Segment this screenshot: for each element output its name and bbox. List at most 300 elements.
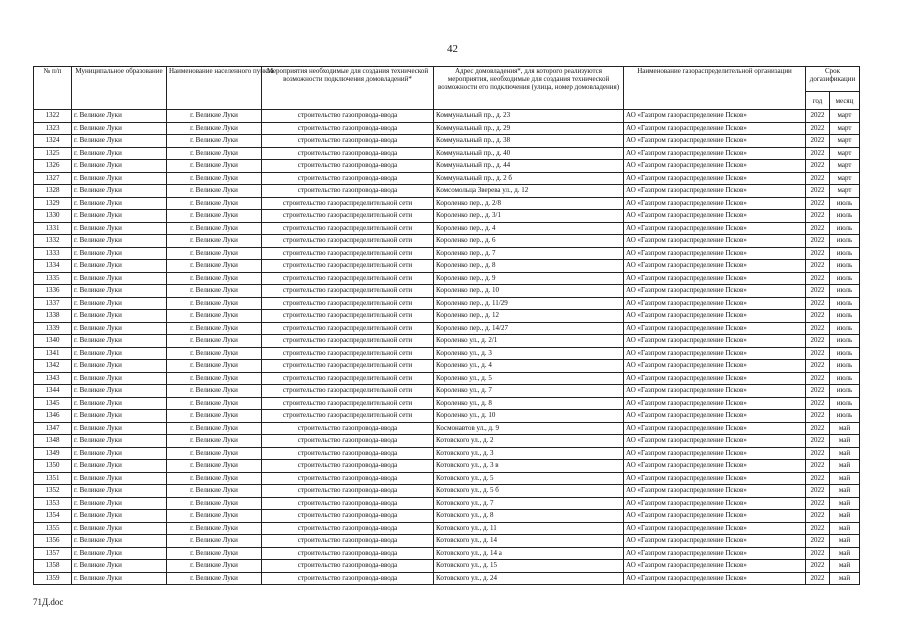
header-organization: Наименование газораспределительной организации <box>624 67 806 110</box>
cell-year: 2022 <box>806 535 830 548</box>
cell-year: 2022 <box>806 135 830 148</box>
cell-month: июль <box>830 397 860 410</box>
cell-measure: строительство газораспределительной сети <box>262 397 434 410</box>
table-row <box>34 185 860 198</box>
cell-organization: АО «Газпром газораспределение Псков» <box>624 460 806 473</box>
cell-measure: строительство газораспределительной сети <box>262 210 434 223</box>
table-row <box>34 360 860 373</box>
cell-settlement: г. Великие Луки <box>167 185 262 198</box>
cell-organization: АО «Газпром газораспределение Псков» <box>624 535 806 548</box>
cell-municipality: г. Великие Луки <box>72 472 167 485</box>
cell-month: июль <box>830 247 860 260</box>
cell-month: июль <box>830 385 860 398</box>
cell-year: 2022 <box>806 222 830 235</box>
table-row <box>34 110 860 123</box>
cell-year: 2022 <box>806 572 830 585</box>
table-row <box>34 372 860 385</box>
cell-measure: строительство газопровода-ввода <box>262 422 434 435</box>
cell-settlement: г. Великие Луки <box>167 197 262 210</box>
cell-municipality: г. Великие Луки <box>72 322 167 335</box>
cell-address: Комсомольца Зверева ул., д. 12 <box>434 185 624 198</box>
table-row <box>34 122 860 135</box>
cell-municipality: г. Великие Луки <box>72 260 167 273</box>
table-row <box>34 160 860 173</box>
cell-organization: АО «Газпром газораспределение Псков» <box>624 572 806 585</box>
cell-number: 1357 <box>34 547 72 560</box>
table-row <box>34 397 860 410</box>
cell-address: Котовского ул., д. 7 <box>434 497 624 510</box>
cell-municipality: г. Великие Луки <box>72 135 167 148</box>
table-row <box>34 522 860 535</box>
cell-year: 2022 <box>806 297 830 310</box>
cell-year: 2022 <box>806 110 830 123</box>
table-row <box>34 385 860 398</box>
cell-month: июль <box>830 335 860 348</box>
cell-number: 1354 <box>34 510 72 523</box>
cell-address: Короленко пер., д. 6 <box>434 235 624 248</box>
cell-year: 2022 <box>806 560 830 573</box>
cell-address: Короленко пер., д. 4 <box>434 222 624 235</box>
cell-number: 1356 <box>34 535 72 548</box>
cell-municipality: г. Великие Луки <box>72 235 167 248</box>
cell-measure: строительство газораспределительной сети <box>262 410 434 423</box>
cell-municipality: г. Великие Луки <box>72 360 167 373</box>
cell-address: Короленко пер., д. 10 <box>434 285 624 298</box>
cell-municipality: г. Великие Луки <box>72 335 167 348</box>
cell-month: июль <box>830 410 860 423</box>
cell-number: 1339 <box>34 322 72 335</box>
cell-number: 1324 <box>34 135 72 148</box>
cell-number: 1322 <box>34 110 72 123</box>
cell-address: Короленко пер., д. 14/27 <box>434 322 624 335</box>
cell-year: 2022 <box>806 422 830 435</box>
cell-organization: АО «Газпром газораспределение Псков» <box>624 397 806 410</box>
cell-year: 2022 <box>806 122 830 135</box>
cell-organization: АО «Газпром газораспределение Псков» <box>624 260 806 273</box>
cell-number: 1348 <box>34 435 72 448</box>
cell-measure: строительство газораспределительной сети <box>262 347 434 360</box>
cell-settlement: г. Великие Луки <box>167 297 262 310</box>
cell-month: июль <box>830 310 860 323</box>
cell-measure: строительство газораспределительной сети <box>262 322 434 335</box>
cell-measure: строительство газопровода-ввода <box>262 172 434 185</box>
table-row <box>34 147 860 160</box>
cell-measure: строительство газораспределительной сети <box>262 385 434 398</box>
cell-measure: строительство газораспределительной сети <box>262 197 434 210</box>
cell-year: 2022 <box>806 185 830 198</box>
table-row <box>34 285 860 298</box>
cell-measure: строительство газопровода-ввода <box>262 122 434 135</box>
cell-measure: строительство газопровода-ввода <box>262 560 434 573</box>
cell-measure: строительство газопровода-ввода <box>262 535 434 548</box>
cell-address: Коммунальный пр., д. 40 <box>434 147 624 160</box>
cell-municipality: г. Великие Луки <box>72 560 167 573</box>
cell-settlement: г. Великие Луки <box>167 535 262 548</box>
table-row <box>34 222 860 235</box>
cell-number: 1353 <box>34 497 72 510</box>
cell-measure: строительство газопровода-ввода <box>262 485 434 498</box>
cell-number: 1346 <box>34 410 72 423</box>
cell-municipality: г. Великие Луки <box>72 122 167 135</box>
cell-municipality: г. Великие Луки <box>72 535 167 548</box>
cell-measure: строительство газораспределительной сети <box>262 360 434 373</box>
table-row <box>34 485 860 498</box>
cell-address: Котовского ул., д. 15 <box>434 560 624 573</box>
cell-settlement: г. Великие Луки <box>167 135 262 148</box>
cell-address: Короленко пер., д. 9 <box>434 272 624 285</box>
cell-month: май <box>830 447 860 460</box>
table-row <box>34 235 860 248</box>
cell-year: 2022 <box>806 485 830 498</box>
cell-year: 2022 <box>806 197 830 210</box>
cell-address: Короленко пер., д. 11/29 <box>434 297 624 310</box>
cell-organization: АО «Газпром газораспределение Псков» <box>624 472 806 485</box>
cell-month: июль <box>830 222 860 235</box>
cell-number: 1335 <box>34 272 72 285</box>
cell-number: 1342 <box>34 360 72 373</box>
cell-year: 2022 <box>806 172 830 185</box>
cell-month: июль <box>830 360 860 373</box>
cell-settlement: г. Великие Луки <box>167 560 262 573</box>
cell-municipality: г. Великие Луки <box>72 572 167 585</box>
cell-month: март <box>830 147 860 160</box>
table-row <box>34 422 860 435</box>
cell-settlement: г. Великие Луки <box>167 160 262 173</box>
cell-number: 1330 <box>34 210 72 223</box>
table-row <box>34 497 860 510</box>
cell-municipality: г. Великие Луки <box>72 547 167 560</box>
cell-measure: строительство газопровода-ввода <box>262 147 434 160</box>
cell-measure: строительство газораспределительной сети <box>262 222 434 235</box>
page-number: 42 <box>447 43 458 55</box>
cell-address: Короленко ул., д. 2/1 <box>434 335 624 348</box>
cell-municipality: г. Великие Луки <box>72 497 167 510</box>
cell-organization: АО «Газпром газораспределение Псков» <box>624 285 806 298</box>
cell-year: 2022 <box>806 372 830 385</box>
cell-settlement: г. Великие Луки <box>167 410 262 423</box>
cell-month: май <box>830 547 860 560</box>
cell-municipality: г. Великие Луки <box>72 210 167 223</box>
cell-year: 2022 <box>806 385 830 398</box>
cell-month: март <box>830 135 860 148</box>
cell-settlement: г. Великие Луки <box>167 422 262 435</box>
cell-address: Коммунальный пр., д. 2 б <box>434 172 624 185</box>
cell-month: март <box>830 160 860 173</box>
cell-month: май <box>830 422 860 435</box>
cell-settlement: г. Великие Луки <box>167 360 262 373</box>
cell-address: Короленко ул., д. 10 <box>434 410 624 423</box>
cell-settlement: г. Великие Луки <box>167 385 262 398</box>
cell-organization: АО «Газпром газораспределение Псков» <box>624 360 806 373</box>
cell-year: 2022 <box>806 522 830 535</box>
cell-number: 1343 <box>34 372 72 385</box>
cell-organization: АО «Газпром газораспределение Псков» <box>624 547 806 560</box>
table-row <box>34 447 860 460</box>
cell-address: Короленко пер., д. 2/8 <box>434 197 624 210</box>
cell-number: 1336 <box>34 285 72 298</box>
cell-measure: строительство газораспределительной сети <box>262 335 434 348</box>
cell-settlement: г. Великие Луки <box>167 247 262 260</box>
cell-organization: АО «Газпром газораспределение Псков» <box>624 322 806 335</box>
cell-settlement: г. Великие Луки <box>167 522 262 535</box>
cell-settlement: г. Великие Луки <box>167 310 262 323</box>
cell-settlement: г. Великие Луки <box>167 510 262 523</box>
cell-organization: АО «Газпром газораспределение Псков» <box>624 247 806 260</box>
cell-settlement: г. Великие Луки <box>167 335 262 348</box>
cell-settlement: г. Великие Луки <box>167 110 262 123</box>
cell-settlement: г. Великие Луки <box>167 272 262 285</box>
cell-municipality: г. Великие Луки <box>72 485 167 498</box>
cell-number: 1333 <box>34 247 72 260</box>
cell-organization: АО «Газпром газораспределение Псков» <box>624 160 806 173</box>
cell-organization: АО «Газпром газораспределение Псков» <box>624 147 806 160</box>
cell-month: март <box>830 122 860 135</box>
cell-month: май <box>830 510 860 523</box>
cell-address: Коммунальный пр., д. 38 <box>434 135 624 148</box>
table-row <box>34 347 860 360</box>
cell-measure: строительство газопровода-ввода <box>262 497 434 510</box>
table-row <box>34 322 860 335</box>
cell-organization: АО «Газпром газораспределение Псков» <box>624 110 806 123</box>
cell-number: 1334 <box>34 260 72 273</box>
cell-number: 1323 <box>34 122 72 135</box>
cell-organization: АО «Газпром газораспределение Псков» <box>624 347 806 360</box>
cell-month: май <box>830 472 860 485</box>
cell-measure: строительство газораспределительной сети <box>262 235 434 248</box>
cell-municipality: г. Великие Луки <box>72 422 167 435</box>
cell-number: 1326 <box>34 160 72 173</box>
table-row <box>34 135 860 148</box>
cell-address: Короленко пер., д. 12 <box>434 310 624 323</box>
cell-municipality: г. Великие Луки <box>72 510 167 523</box>
cell-settlement: г. Великие Луки <box>167 460 262 473</box>
cell-measure: строительство газопровода-ввода <box>262 510 434 523</box>
cell-organization: АО «Газпром газораспределение Псков» <box>624 310 806 323</box>
cell-municipality: г. Великие Луки <box>72 222 167 235</box>
table-row <box>34 472 860 485</box>
cell-organization: АО «Газпром газораспределение Псков» <box>624 385 806 398</box>
cell-address: Короленко ул., д. 5 <box>434 372 624 385</box>
cell-measure: строительство газораспределительной сети <box>262 297 434 310</box>
cell-number: 1352 <box>34 485 72 498</box>
cell-year: 2022 <box>806 210 830 223</box>
cell-address: Короленко ул., д. 4 <box>434 360 624 373</box>
cell-address: Котовского ул., д. 24 <box>434 572 624 585</box>
cell-address: Коммунальный пр., д. 44 <box>434 160 624 173</box>
cell-municipality: г. Великие Луки <box>72 110 167 123</box>
cell-municipality: г. Великие Луки <box>72 410 167 423</box>
cell-municipality: г. Великие Луки <box>72 172 167 185</box>
cell-measure: строительство газораспределительной сети <box>262 372 434 385</box>
cell-month: май <box>830 460 860 473</box>
cell-organization: АО «Газпром газораспределение Псков» <box>624 560 806 573</box>
cell-municipality: г. Великие Луки <box>72 147 167 160</box>
cell-municipality: г. Великие Луки <box>72 272 167 285</box>
cell-organization: АО «Газпром газораспределение Псков» <box>624 272 806 285</box>
cell-measure: строительство газораспределительной сети <box>262 285 434 298</box>
table-row <box>34 547 860 560</box>
cell-organization: АО «Газпром газораспределение Псков» <box>624 497 806 510</box>
cell-year: 2022 <box>806 472 830 485</box>
cell-measure: строительство газопровода-ввода <box>262 135 434 148</box>
cell-address: Коммунальный пр., д. 23 <box>434 110 624 123</box>
gasification-table <box>33 66 860 585</box>
cell-number: 1338 <box>34 310 72 323</box>
table-row <box>34 435 860 448</box>
cell-address: Котовского ул., д. 3 <box>434 447 624 460</box>
table-row <box>34 535 860 548</box>
cell-address: Короленко пер., д. 3/1 <box>434 210 624 223</box>
cell-settlement: г. Великие Луки <box>167 435 262 448</box>
cell-municipality: г. Великие Луки <box>72 385 167 398</box>
cell-number: 1328 <box>34 185 72 198</box>
cell-month: июль <box>830 347 860 360</box>
cell-organization: АО «Газпром газораспределение Псков» <box>624 235 806 248</box>
cell-municipality: г. Великие Луки <box>72 285 167 298</box>
cell-settlement: г. Великие Луки <box>167 122 262 135</box>
cell-settlement: г. Великие Луки <box>167 235 262 248</box>
cell-measure: строительство газораспределительной сети <box>262 272 434 285</box>
table-row <box>34 247 860 260</box>
cell-year: 2022 <box>806 310 830 323</box>
cell-settlement: г. Великие Луки <box>167 222 262 235</box>
cell-municipality: г. Великие Луки <box>72 197 167 210</box>
cell-measure: строительство газопровода-ввода <box>262 160 434 173</box>
cell-address: Короленко ул., д. 3 <box>434 347 624 360</box>
cell-measure: строительство газопровода-ввода <box>262 460 434 473</box>
cell-number: 1331 <box>34 222 72 235</box>
cell-settlement: г. Великие Луки <box>167 210 262 223</box>
table-row <box>34 410 860 423</box>
table-row <box>34 572 860 585</box>
cell-measure: строительство газораспределительной сети <box>262 310 434 323</box>
cell-settlement: г. Великие Луки <box>167 260 262 273</box>
cell-month: июль <box>830 260 860 273</box>
cell-municipality: г. Великие Луки <box>72 247 167 260</box>
cell-year: 2022 <box>806 335 830 348</box>
cell-address: Котовского ул., д. 5 <box>434 472 624 485</box>
table-row <box>34 260 860 273</box>
header-month: месяц <box>830 92 860 110</box>
cell-year: 2022 <box>806 435 830 448</box>
footer-filename: 71Д.doc <box>33 597 64 607</box>
header-settlement: Наименование населенного пункта <box>167 67 262 110</box>
cell-month: июль <box>830 322 860 335</box>
cell-address: Короленко ул., д. 7 <box>434 385 624 398</box>
cell-address: Космонавтов ул., д. 9 <box>434 422 624 435</box>
cell-settlement: г. Великие Луки <box>167 372 262 385</box>
cell-municipality: г. Великие Луки <box>72 310 167 323</box>
cell-month: май <box>830 572 860 585</box>
cell-month: июль <box>830 372 860 385</box>
cell-number: 1332 <box>34 235 72 248</box>
cell-year: 2022 <box>806 147 830 160</box>
cell-settlement: г. Великие Луки <box>167 497 262 510</box>
cell-organization: АО «Газпром газораспределение Псков» <box>624 210 806 223</box>
cell-organization: АО «Газпром газораспределение Псков» <box>624 197 806 210</box>
cell-measure: строительство газопровода-ввода <box>262 547 434 560</box>
cell-municipality: г. Великие Луки <box>72 297 167 310</box>
cell-settlement: г. Великие Луки <box>167 485 262 498</box>
cell-month: июль <box>830 210 860 223</box>
cell-municipality: г. Великие Луки <box>72 372 167 385</box>
cell-number: 1359 <box>34 572 72 585</box>
cell-municipality: г. Великие Луки <box>72 522 167 535</box>
cell-organization: АО «Газпром газораспределение Псков» <box>624 410 806 423</box>
cell-address: Коммунальный пр., д. 29 <box>434 122 624 135</box>
cell-year: 2022 <box>806 497 830 510</box>
cell-address: Короленко ул., д. 8 <box>434 397 624 410</box>
header-address: Адрес домовладения*, для которого реализуются мероприятия, необходимые для создания технической возможности его подключения (улица, номер домовладения) <box>434 67 624 110</box>
header-measures: Мероприятия необходимые для создания технической возможности подключения домовладений* <box>262 67 434 110</box>
cell-settlement: г. Великие Луки <box>167 347 262 360</box>
cell-organization: АО «Газпром газораспределение Псков» <box>624 447 806 460</box>
header-municipality: Муниципальное образование <box>72 67 167 110</box>
table-row <box>34 297 860 310</box>
cell-address: Котовского ул., д. 14 <box>434 535 624 548</box>
cell-address: Короленко пер., д. 7 <box>434 247 624 260</box>
cell-organization: АО «Газпром газораспределение Псков» <box>624 485 806 498</box>
cell-measure: строительство газопровода-ввода <box>262 522 434 535</box>
cell-organization: АО «Газпром газораспределение Псков» <box>624 435 806 448</box>
table-row <box>34 172 860 185</box>
cell-organization: АО «Газпром газораспределение Псков» <box>624 297 806 310</box>
cell-year: 2022 <box>806 547 830 560</box>
cell-organization: АО «Газпром газораспределение Псков» <box>624 422 806 435</box>
cell-measure: строительство газопровода-ввода <box>262 435 434 448</box>
cell-organization: АО «Газпром газораспределение Псков» <box>624 372 806 385</box>
cell-number: 1358 <box>34 560 72 573</box>
cell-number: 1341 <box>34 347 72 360</box>
cell-year: 2022 <box>806 235 830 248</box>
cell-measure: строительство газопровода-ввода <box>262 110 434 123</box>
cell-number: 1355 <box>34 522 72 535</box>
cell-municipality: г. Великие Луки <box>72 160 167 173</box>
cell-settlement: г. Великие Луки <box>167 547 262 560</box>
cell-address: Котовского ул., д. 14 а <box>434 547 624 560</box>
cell-year: 2022 <box>806 360 830 373</box>
cell-settlement: г. Великие Луки <box>167 147 262 160</box>
cell-municipality: г. Великие Луки <box>72 435 167 448</box>
cell-number: 1329 <box>34 197 72 210</box>
cell-settlement: г. Великие Луки <box>167 572 262 585</box>
cell-year: 2022 <box>806 510 830 523</box>
cell-number: 1351 <box>34 472 72 485</box>
cell-number: 1347 <box>34 422 72 435</box>
cell-month: июль <box>830 272 860 285</box>
table-row <box>34 272 860 285</box>
cell-month: май <box>830 535 860 548</box>
cell-settlement: г. Великие Луки <box>167 397 262 410</box>
cell-address: Котовского ул., д. 3 в <box>434 460 624 473</box>
cell-address: Короленко пер., д. 8 <box>434 260 624 273</box>
cell-year: 2022 <box>806 247 830 260</box>
cell-municipality: г. Великие Луки <box>72 347 167 360</box>
cell-settlement: г. Великие Луки <box>167 322 262 335</box>
cell-year: 2022 <box>806 272 830 285</box>
header-year: год <box>806 92 830 110</box>
table-row <box>34 197 860 210</box>
cell-organization: АО «Газпром газораспределение Псков» <box>624 222 806 235</box>
cell-organization: АО «Газпром газораспределение Псков» <box>624 172 806 185</box>
cell-municipality: г. Великие Луки <box>72 447 167 460</box>
cell-month: июль <box>830 297 860 310</box>
cell-year: 2022 <box>806 160 830 173</box>
table-row <box>34 310 860 323</box>
cell-year: 2022 <box>806 447 830 460</box>
cell-year: 2022 <box>806 347 830 360</box>
cell-measure: строительство газопровода-ввода <box>262 447 434 460</box>
